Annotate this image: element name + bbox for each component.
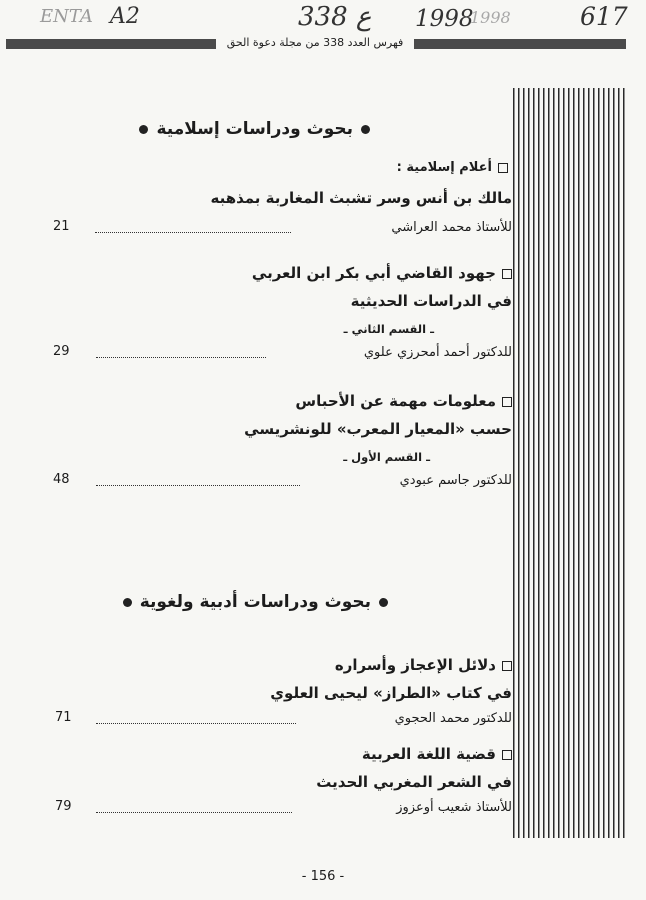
faint-handwriting: ENTA: [40, 6, 93, 27]
section-title: [131, 119, 378, 139]
section-title-text: بحوث ودراسات إسلامية: [156, 119, 353, 139]
entry-title: قضية اللغة العربية: [362, 745, 512, 763]
checkbox-square-icon: [502, 661, 512, 671]
bullet-icon: [139, 125, 148, 134]
handwritten-code: A2: [110, 4, 140, 29]
running-header: فهرس العدد 338 من مجلة دعوة الحق: [226, 36, 404, 49]
header-rule-left: [6, 39, 216, 49]
checkbox-square-icon: [502, 269, 512, 279]
entry-author: للدكتور محمد الحجوي: [394, 711, 512, 726]
entry-subtitle: في الدراسات الحديثية: [350, 292, 512, 310]
entry-author: للدكتور جاسم عبودي: [399, 473, 512, 488]
page-ref: 29: [53, 344, 70, 359]
entry-subtitle: حسب «المعيار المعرب» للونشريسي: [244, 420, 512, 438]
category-label: أعلام إسلامية :: [397, 160, 508, 175]
bullet-icon: [123, 598, 132, 607]
bullet-icon: [379, 598, 388, 607]
entry-author: للأستاذ شعيب أوعزوز: [396, 800, 512, 815]
entry-part: ـ القسم الثاني ـ: [343, 322, 434, 336]
dot-leader: [96, 723, 296, 724]
entry-title: معلومات مهمة عن الأحباس: [295, 392, 512, 410]
faint-handwriting: 1998: [470, 8, 511, 27]
bullet-icon: [361, 125, 370, 134]
handwritten-issue: 338 ع: [298, 2, 372, 32]
dot-leader: [96, 357, 266, 358]
dot-leader: [96, 812, 292, 813]
header-rule-right: [414, 39, 626, 49]
entry-title: دلائل الإعجاز وأسراره: [335, 656, 512, 674]
handwritten-year: 1998: [415, 6, 474, 32]
entry-subtitle: في الشعر المغربي الحديث: [316, 773, 512, 791]
page-ref: 21: [53, 219, 70, 234]
entry-author: للأستاذ محمد العراشي: [391, 220, 512, 235]
dot-leader: [95, 232, 291, 233]
checkbox-square-icon: [498, 163, 508, 173]
handwritten-number: 617: [580, 2, 628, 31]
entry-part: ـ القسم الأول ـ: [343, 450, 430, 464]
entry-subtitle: في كتاب «الطراز» ليحيى العلوي: [270, 684, 512, 702]
page-ref: 79: [55, 799, 72, 814]
entry-title: مالك بن أنس وسر تشبث المغاربة بمذهبه: [210, 189, 512, 207]
page-ref: 71: [55, 710, 72, 725]
page-ref: 48: [53, 472, 70, 487]
section-title-text: بحوث ودراسات أدبية ولغوية: [139, 592, 371, 612]
dot-leader: [96, 485, 300, 486]
checkbox-square-icon: [502, 397, 512, 407]
checkbox-square-icon: [502, 750, 512, 760]
section-title: [115, 592, 396, 612]
entry-author: للدكتور أحمد أمحرزي علوي: [363, 345, 512, 360]
page-number: - 156 -: [301, 869, 345, 884]
entry-title: جهود القاضي أبي بكر ابن العربي: [252, 264, 512, 282]
decorative-stripe-column: [513, 88, 626, 838]
